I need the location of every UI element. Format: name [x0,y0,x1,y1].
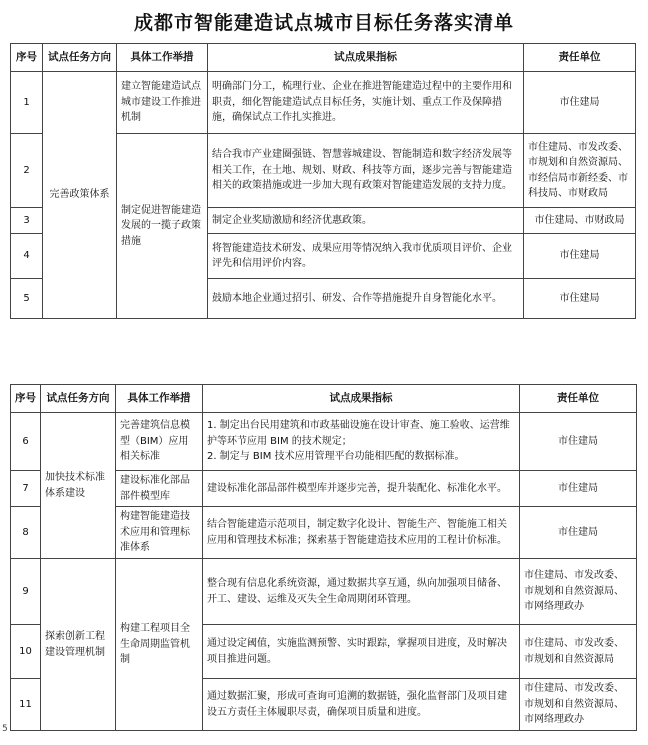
table-row [11,413,637,471]
unit-cell: 市住建局、市财政局 [524,208,636,234]
direction-cell: 完善政策体系 [43,72,117,319]
unit-cell: 市住建局、市发改委、市规划和自然资源局、市网络理政办 [520,679,637,731]
measure-cell: 建设标准化部品部件模型库 [116,471,203,507]
measure-cell: 完善建筑信息模型（BIM）应用相关标准 [116,413,203,471]
seq-cell: 6 [11,413,41,471]
header-measure: 具体工作举措 [116,385,203,413]
seq-cell: 8 [11,507,41,559]
measure-cell: 构建工程项目全生命周期监管机制 [116,559,203,731]
seq-cell: 2 [11,134,43,208]
header-indicator: 试点成果指标 [203,385,520,413]
measure-cell: 构建智能建造技术应用和管理标准体系 [116,507,203,559]
measure-cell: 制定促进智能建造发展的一揽子政策措施 [117,134,208,319]
page-title: 成都市智能建造试点城市目标任务落实清单 [133,12,514,34]
direction-cell: 加快技术标准体系建设 [41,413,116,559]
direction-cell: 探索创新工程建设管理机制 [41,559,116,731]
header-measure: 具体工作举措 [117,44,208,72]
unit-cell: 市住建局、市发改委、市规划和自然资源局 [520,625,637,679]
header-seq: 序号 [11,385,41,413]
seq-cell: 3 [11,208,43,234]
seq-cell: 10 [11,625,41,679]
header-seq: 序号 [11,44,43,72]
seq-cell: 5 [11,279,43,319]
seq-cell: 9 [11,559,41,625]
unit-cell: 市住建局 [524,234,636,279]
indicator-cell: 结合我市产业建圈强链、智慧蓉城建设、智能制造和数字经济发展等相关工作，在土地、规划、财政、科技等方面，逐步完善与智能建造相关的政策措施或进一步加大现有政策对智能建造发展的支持力度。 [208,134,524,208]
unit-cell: 市住建局、市发改委、市规划和自然资源局、市经信局市新经委、市科技局、市财政局 [524,134,636,208]
page-number: 5 [2,724,8,734]
unit-cell: 市住建局 [520,507,637,559]
indicator-cell: 通过设定阈值，实施监测预警、实时跟踪，掌握项目进度，及时解决项目推进问题。 [203,625,520,679]
indicator-cell: 整合现有信息化系统资源，通过数据共享互通，纵向加强项目储备、开工、建设、运维及灭失全生命周期闭环管理。 [203,559,520,625]
table-header-row [11,44,636,72]
indicator-cell: 鼓励本地企业通过招引、研发、合作等措施提升自身智能化水平。 [208,279,524,319]
header-unit: 责任单位 [520,385,637,413]
table-row [11,559,637,625]
unit-cell: 市住建局 [520,413,637,471]
unit-cell: 市住建局 [524,279,636,319]
unit-cell: 市住建局 [524,72,636,134]
header-unit: 责任单位 [524,44,636,72]
indicator-cell: 制定企业奖励激励和经济优惠政策。 [208,208,524,234]
header-direction: 试点任务方向 [41,385,116,413]
indicator-cell: 明确部门分工，梳理行业、企业在推进智能建造过程中的主要作用和职责，细化智能建造试点目标任务，实施计划、重点工作及保障措施，确保试点工作扎实推进。 [208,72,524,134]
indicator-cell: 建设标准化部品部件模型库并逐步完善，提升装配化、标准化水平。 [203,471,520,507]
measure-cell: 建立智能建造试点城市建设工作推进机制 [117,72,208,134]
indicator-cell: 结合智能建造示范项目，制定数字化设计、智能生产、智能施工相关应用和管理技术标准；探索基于智能建造技术应用的工程计价标准。 [203,507,520,559]
seq-cell: 11 [11,679,41,731]
unit-cell: 市住建局、市发改委、市规划和自然资源局、市网络理政办 [520,559,637,625]
indicator-cell: 1. 制定出台民用建筑和市政基础设施在设计审查、施工验收、运营维护等环节应用 BIM 的技术规定； 2. 制定与 BIM 技术应用管理平台功能相匹配的数据标准。 [203,413,520,471]
task-table-part-2 [10,384,637,731]
table-row [11,72,636,134]
seq-cell: 1 [11,72,43,134]
indicator-cell: 将智能建造技术研发、成果应用等情况纳入我市优质项目评价、企业评先和信用评价内容。 [208,234,524,279]
task-table-part-1 [10,43,636,319]
unit-cell: 市住建局 [520,471,637,507]
table-header-row [11,385,637,413]
header-direction: 试点任务方向 [43,44,117,72]
seq-cell: 7 [11,471,41,507]
indicator-cell: 通过数据汇聚，形成可查询可追溯的数据链，强化监督部门及项目建设五方责任主体履职尽责，确保项目质量和进度。 [203,679,520,731]
header-indicator: 试点成果指标 [208,44,524,72]
seq-cell: 4 [11,234,43,279]
